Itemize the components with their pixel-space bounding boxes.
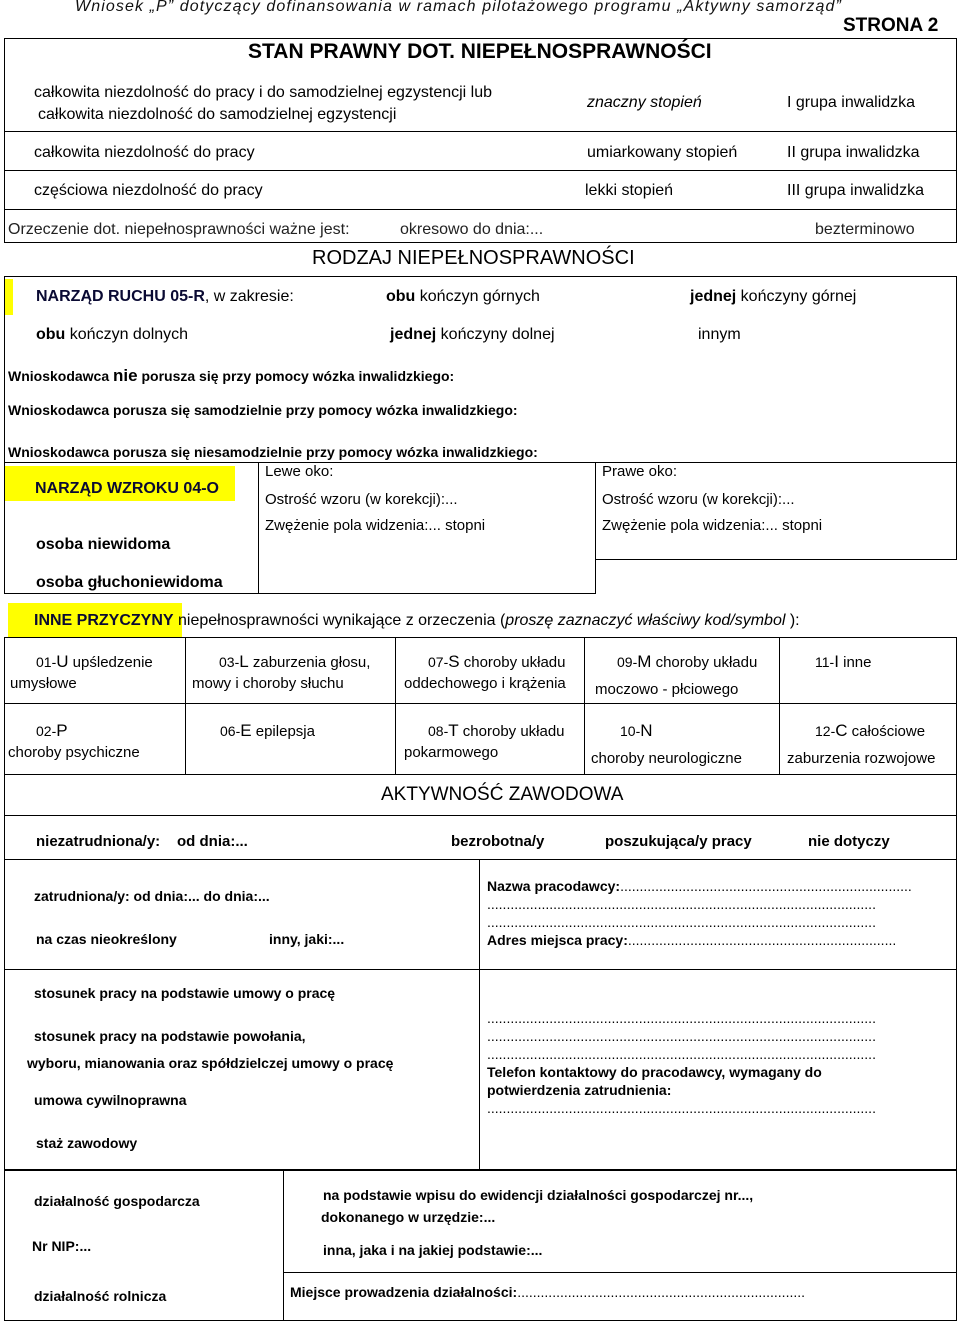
option-one-upper[interactable]: jednej kończyny górnej bbox=[690, 288, 857, 305]
address-dots[interactable]: .................................................................................................... bbox=[487, 1028, 876, 1044]
employer-name-dots[interactable]: .................................................................................................... bbox=[487, 896, 876, 912]
divider bbox=[4, 1170, 957, 1171]
wheelchair-assisted[interactable]: Wnioskodawca porusza się niesamodzielnie przy pomocy wózka inwalidzkiego: bbox=[8, 444, 538, 460]
nip-field[interactable]: Nr NIP:... bbox=[32, 1238, 92, 1254]
divider bbox=[479, 860, 480, 970]
motor-range-label: , w zakresie: bbox=[204, 288, 294, 305]
employed-dates[interactable]: zatrudniona/y: od dnia:... do dnia:... bbox=[34, 888, 270, 904]
validity-temporary: okresowo do dnia:... bbox=[400, 221, 544, 238]
right-eye-label: Prawe oko: bbox=[602, 463, 678, 480]
wheelchair-no[interactable]: Wnioskodawca nie porusza się przy pomocy wózka inwalidzkiego: bbox=[8, 366, 455, 385]
other-basis[interactable]: inna, jaka i na jakiej podstawie:... bbox=[323, 1242, 543, 1258]
divider bbox=[258, 462, 259, 593]
divider bbox=[4, 131, 957, 132]
employer-name[interactable]: Nazwa pracodawcy:........................................................................... bbox=[487, 878, 912, 894]
row2-group: II grupa inwalidzka bbox=[787, 144, 920, 161]
option-farming[interactable]: działalność rolnicza bbox=[34, 1288, 167, 1304]
code-L[interactable]: 03-L zaburzenia głosu, bbox=[219, 652, 371, 671]
left-eye-field[interactable]: Zwężenie pola widzenia:... stopni bbox=[265, 517, 486, 534]
code-U[interactable]: 01-U upśledzenie bbox=[36, 652, 153, 671]
option-appointment-line2[interactable]: wyboru, mianowania oraz spółdzielczej umowy o pracę bbox=[27, 1055, 394, 1071]
business-place[interactable]: Miejsce prowadzenia działalności:.......................................................................... bbox=[290, 1284, 806, 1300]
option-deafblind[interactable]: osoba głuchoniewidoma bbox=[36, 574, 223, 591]
disability-type-title: RODZAJ NIEPEŁNOSPRAWNOŚCI bbox=[312, 247, 635, 269]
option-blind[interactable]: osoba niewidoma bbox=[36, 536, 171, 553]
option-appointment-line1[interactable]: stosunek pracy na podstawie powołania, bbox=[34, 1028, 306, 1044]
divider bbox=[395, 637, 396, 775]
option-one-lower[interactable]: jednej kończyny dolnej bbox=[390, 326, 555, 343]
code-P-desc: choroby psychiczne bbox=[8, 744, 140, 761]
legal-status-title: STAN PRAWNY DOT. NIEPEŁNOSPRAWNOŚCI bbox=[248, 40, 712, 63]
left-eye-acuity[interactable]: Ostrość wzoru (w korekcji):... bbox=[265, 491, 458, 508]
option-business[interactable]: działalność gospodarcza bbox=[34, 1193, 200, 1209]
option-internship[interactable]: staż zawodowy bbox=[36, 1135, 138, 1151]
code-P[interactable]: 02-P bbox=[36, 721, 68, 740]
divider bbox=[584, 637, 585, 775]
divider bbox=[595, 559, 957, 560]
employer-phone-label-2: potwierdzenia zatrudnienia: bbox=[487, 1082, 672, 1098]
code-T[interactable]: 08-T choroby układu bbox=[428, 721, 565, 740]
divider bbox=[479, 970, 480, 1170]
vision-organ-label: NARZĄD WZROKU 04-O bbox=[35, 480, 219, 497]
row1-line2: całkowita niezdolność do samodzielnej egzystencji bbox=[38, 106, 397, 123]
option-other[interactable]: innym bbox=[698, 326, 741, 343]
motor-label-row bbox=[36, 288, 294, 306]
code-C-desc: zaburzenia rozwojowe bbox=[787, 750, 936, 767]
code-M-desc: moczowo - płciowego bbox=[595, 681, 739, 698]
left-eye-label: Lewe oko: bbox=[265, 463, 334, 480]
unemployed-since[interactable]: od dnia:... bbox=[177, 833, 248, 850]
motor-organ-label: NARZĄD RUCHU 05-R bbox=[36, 288, 205, 305]
divider bbox=[4, 170, 957, 171]
option-both-lower[interactable]: obu kończyn dolnych bbox=[36, 326, 189, 343]
code-C[interactable]: 12-C całościowe bbox=[815, 721, 926, 740]
page-number: STRONA 2 bbox=[843, 15, 939, 36]
row2-desc: całkowita niezdolność do pracy bbox=[34, 144, 255, 161]
right-eye-acuity[interactable]: Ostrość wzoru (w korekcji):... bbox=[602, 491, 795, 508]
validity-label: Orzeczenie dot. niepełnosprawności ważne jest: bbox=[8, 221, 350, 238]
code-I[interactable]: 11-I inne bbox=[815, 652, 872, 671]
address-dots[interactable]: .................................................................................................... bbox=[487, 1046, 876, 1062]
divider bbox=[779, 637, 780, 775]
option-unemployed[interactable]: niezatrudniona/y: bbox=[36, 833, 161, 850]
registry-line2[interactable]: dokonanego w urzędzie:... bbox=[321, 1209, 496, 1225]
code-T-desc: pokarmowego bbox=[404, 744, 499, 761]
row3-desc: częściowa niezdolność do pracy bbox=[34, 182, 263, 199]
registry-line1[interactable]: na podstawie wpisu do ewidencji działalności gospodarczej nr..., bbox=[323, 1187, 754, 1203]
other-causes-heading: INNE PRZYCZYNY niepełnosprawności wynikające z orzeczenia (proszę zaznaczyć właściwy kod/symbol ): bbox=[34, 612, 800, 629]
divider bbox=[185, 637, 186, 775]
code-E[interactable]: 06-E epilepsja bbox=[220, 721, 315, 740]
option-not-applicable[interactable]: nie dotyczy bbox=[808, 833, 890, 850]
code-M[interactable]: 09-M choroby układu bbox=[617, 652, 758, 671]
divider bbox=[4, 593, 596, 594]
right-eye-field[interactable]: Zwężenie pola widzenia:... stopni bbox=[602, 517, 823, 534]
employer-address[interactable]: Adres miejsca pracy:..................................................................... bbox=[487, 932, 897, 948]
option-seeking[interactable]: poszukująca/y pracy bbox=[605, 833, 752, 850]
code-N-desc: choroby neurologiczne bbox=[591, 750, 742, 767]
divider bbox=[4, 462, 957, 463]
address-dots[interactable]: .................................................................................................... bbox=[487, 1010, 876, 1026]
validity-permanent: bezterminowo bbox=[815, 221, 915, 238]
option-other-kind[interactable]: inny, jaki:... bbox=[269, 931, 345, 947]
option-indefinite[interactable]: na czas nieokreślony bbox=[36, 931, 177, 947]
option-civil-contract[interactable]: umowa cywilnoprawna bbox=[34, 1092, 187, 1108]
divider bbox=[595, 462, 596, 593]
option-employment-contract[interactable]: stosunek pracy na podstawie umowy o pracę bbox=[34, 985, 336, 1001]
code-N[interactable]: 10-N bbox=[620, 721, 653, 740]
row1-line1: całkowita niezdolność do pracy i do samodzielnej egzystencji lub bbox=[34, 84, 493, 101]
code-L-desc: mowy i choroby słuchu bbox=[192, 675, 344, 692]
option-both-upper[interactable]: obu kończyn górnych bbox=[386, 288, 540, 305]
divider bbox=[283, 1170, 284, 1321]
option-jobless[interactable]: bezrobotna/y bbox=[451, 833, 545, 850]
row1-degree: znaczny stopień bbox=[587, 94, 702, 111]
employer-phone-label-1: Telefon kontaktowy do pracodawcy, wymagany do bbox=[487, 1064, 822, 1080]
row3-group: III grupa inwalidzka bbox=[787, 182, 924, 199]
code-U-desc: umysłowe bbox=[10, 675, 77, 692]
employer-name-dots[interactable]: .................................................................................................... bbox=[487, 914, 876, 930]
legal-status-section bbox=[4, 38, 957, 243]
divider bbox=[4, 209, 957, 210]
row1-group: I grupa inwalidzka bbox=[787, 94, 916, 111]
code-S[interactable]: 07-S choroby układu bbox=[428, 652, 566, 671]
code-S-desc: oddechowego i krążenia bbox=[404, 675, 566, 692]
divider bbox=[4, 703, 957, 704]
divider bbox=[283, 1272, 957, 1273]
row3-degree: lekki stopień bbox=[585, 182, 674, 199]
wheelchair-self[interactable]: Wnioskodawca porusza się samodzielnie przy pomocy wózka inwalidzkiego: bbox=[8, 402, 518, 418]
employer-phone-dots[interactable]: .................................................................................................... bbox=[487, 1100, 876, 1116]
divider bbox=[956, 462, 957, 559]
work-title: AKTYWNOŚĆ ZAWODOWA bbox=[381, 784, 624, 805]
row2-degree: umiarkowany stopień bbox=[587, 144, 738, 161]
form-header-title: Wniosek „P” dotyczący dofinansowania w ramach pilotażowego programu „Aktywny samorząd” bbox=[75, 0, 842, 15]
